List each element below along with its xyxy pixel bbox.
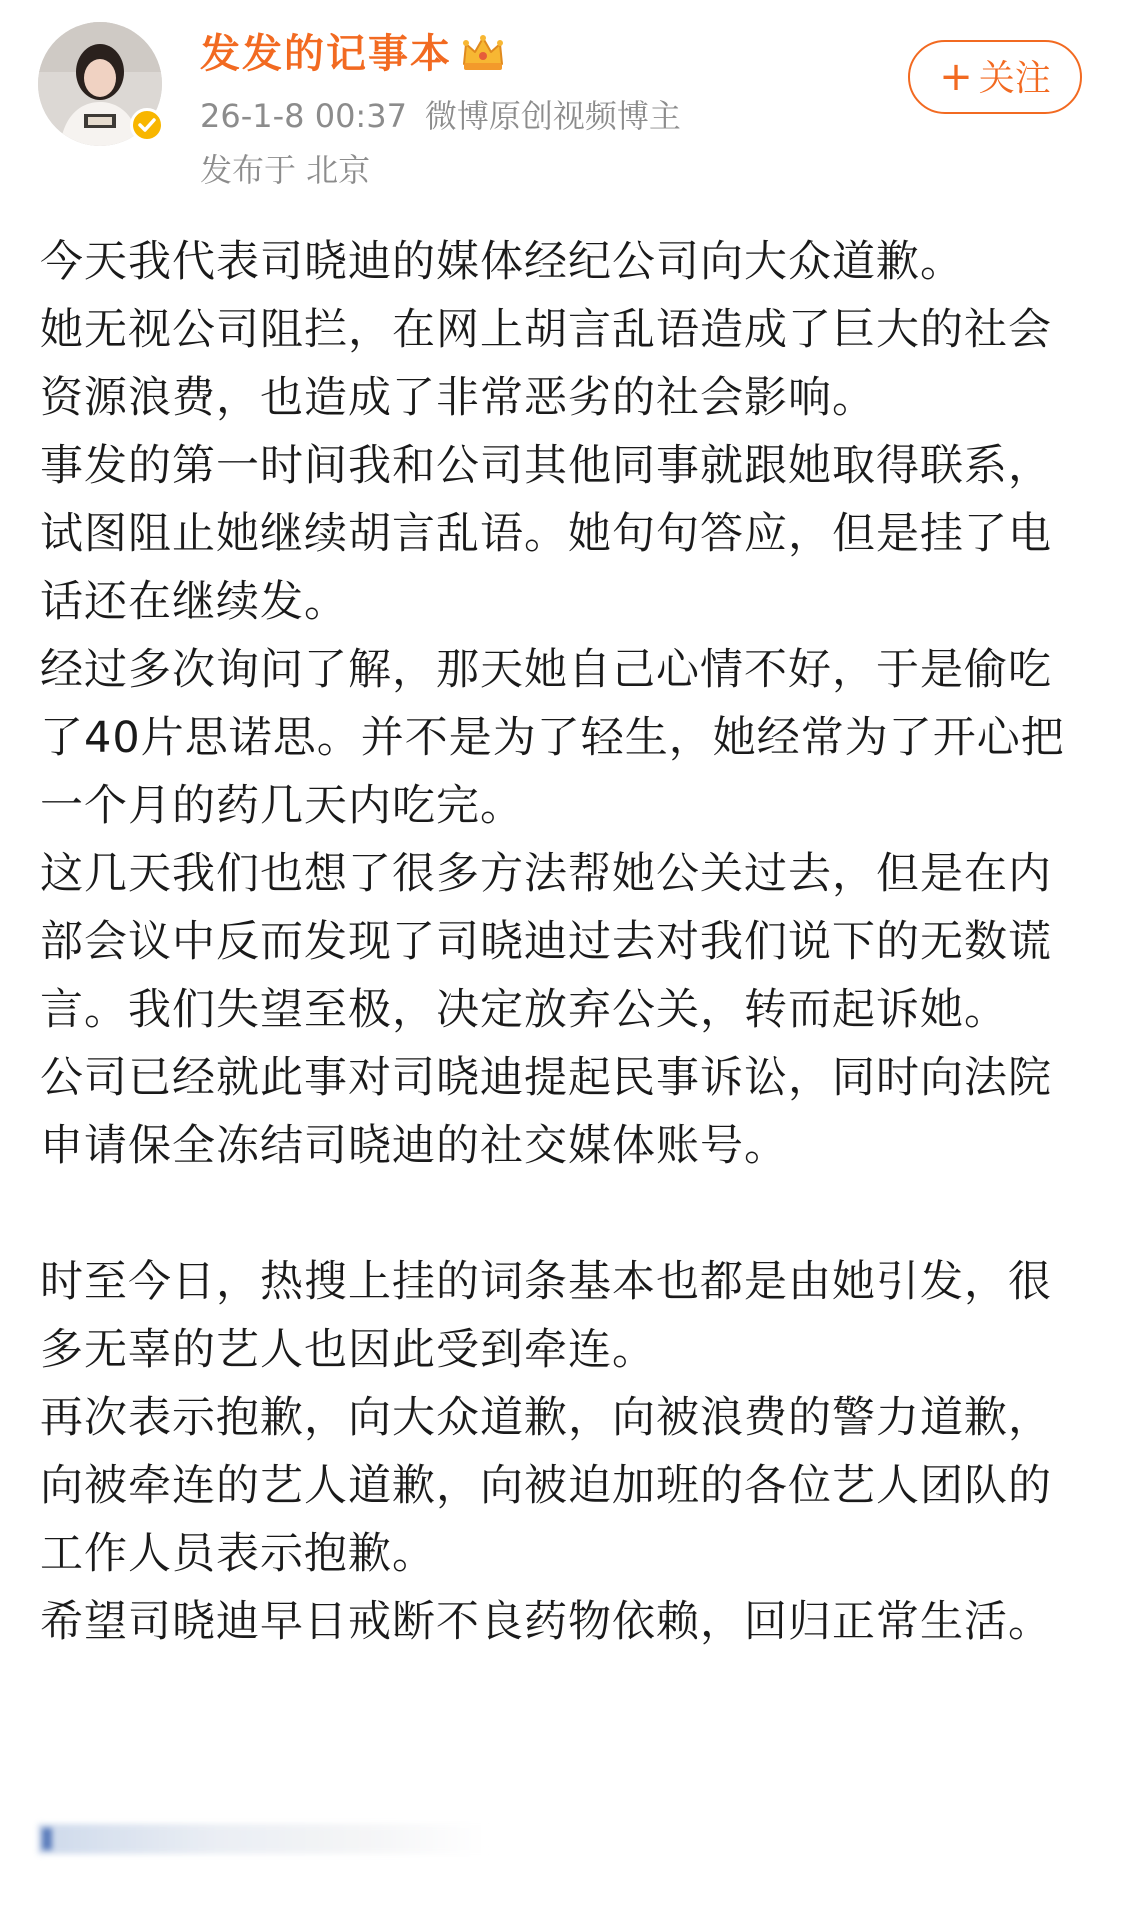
author-role: 微博原创视频博主 [424,97,681,135]
post-meta [200,96,699,136]
plus-icon: + [939,54,973,100]
blurred-mark [42,1828,52,1850]
post-paragraph: 今天我代表司晓迪的媒体经纪公司向大众道歉。 她无视公司阻拦，在网上胡言乱语造成了巨大的社会资源浪费，也造成了非常恶劣的社会影响。 事发的第一时间我和公司其他同事就跟她取得联系，试图阻止她继续胡言乱语。她句句答应，但是挂了电话还在继续发。 经过多次询问了解，那天她自己心情不好，于是偷吃了40片思诺思。并不是为了轻生，她经常为了开心把一个月的药几天内吃完。 这几天我们也想了很多方法帮她公关过去，但是在内部会议中反而发现了司晓迪过去对我们说下的无数谎言。我们失望至极，决定放弃公关，转而起诉她。 公司已经就此事对司晓迪提起民事诉讼，同时向法院申请保全冻结司晓迪的社交媒体账号。 [40,237,1065,1171]
author-name[interactable]: 发发的记事本 [200,31,452,77]
author-name-row[interactable] [200,28,506,80]
verified-badge-icon [130,108,164,142]
post-timestamp: 26-1-8 00:37 [200,97,407,135]
post-body [40,228,1090,1656]
avatar[interactable] [38,22,162,146]
follow-button[interactable] [908,40,1082,114]
post-header [0,0,1124,200]
follow-button-label: 关注 [978,58,1051,99]
post-location: 发布于 北京 [200,151,371,189]
post-paragraph: 时至今日，热搜上挂的词条基本也都是由她引发，很多无辜的艺人也因此受到牵连。 再次表示抱歉，向大众道歉，向被浪费的警力道歉，向被牵连的艺人道歉，向被迫加班的各位艺人团队的工作人员表示抱歉。 希望司晓迪早日戒断不良药物依赖，回归正常生活。 [40,1257,1052,1647]
crown-icon [460,33,506,71]
blurred-footer [38,1824,488,1854]
